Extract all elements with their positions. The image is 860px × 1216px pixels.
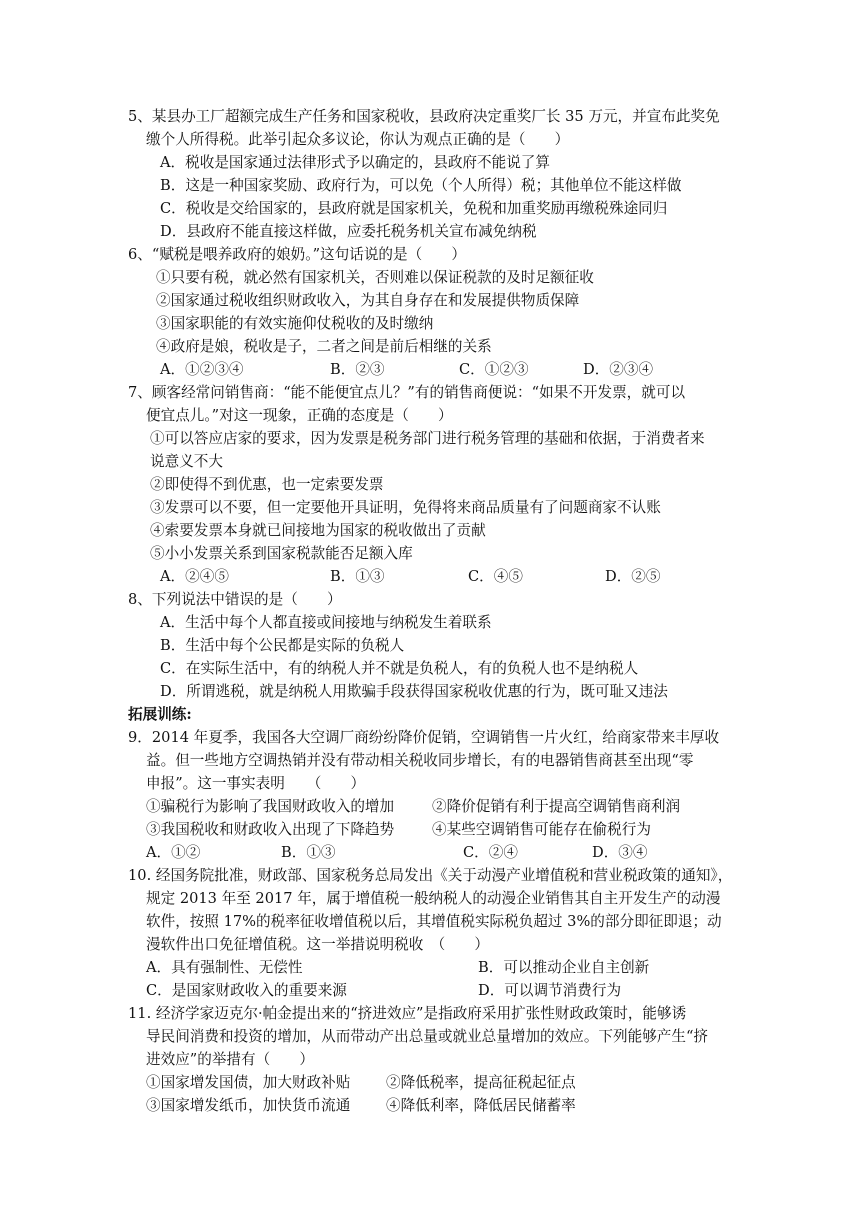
q11-statement-4: ④降低利率，降低居民储蓄率 xyxy=(386,1097,576,1114)
q6-stem: 6、“赋税是喂养政府的娘奶。”这句话说的是（ ） xyxy=(128,246,466,263)
q11-statement-1: ①国家增发国债，加大财政补贴 xyxy=(146,1074,351,1091)
q5-option-c: C．税收是交给国家的，县政府就是国家机关，免税和加重奖励再缴税殊途同归 xyxy=(160,200,668,217)
q7-option-d: D．②⑤ xyxy=(605,568,661,585)
q11-stem-line-1: 11. 经济学家迈克尔·帕金提出来的“挤进效应”是指政府采用扩张性财政政策时，能够诱 xyxy=(128,1005,687,1022)
q7-statement-1-line-2: 说意义不大 xyxy=(150,453,223,470)
q10-option-a: A．具有强制性、无偿性 xyxy=(146,959,303,976)
q7-stem-line-2: 便宜点儿。”对这一现象，正确的态度是（ ） xyxy=(146,407,453,424)
q9-stem-line-1: 9．2014 年夏季，我国各大空调厂商纷纷降价促销，空调销售一片火红，给商家带来丰厚收 xyxy=(128,729,720,746)
q5-option-b: B．这是一种国家奖励、政府行为，可以免（个人所得）税；其他单位不能这样做 xyxy=(160,177,682,194)
q7-stem-line-1: 7、顾客经常问销售商：“能不能便宜点儿？”有的销售商便说：“如果不开发票，就可以 xyxy=(128,384,686,401)
q11-stem-line-2: 导民间消费和投资的增加，从而带动产出总量或就业总量增加的效应。下列能够产生“挤 xyxy=(146,1028,709,1045)
section-heading: 拓展训练: xyxy=(128,706,192,723)
q8-option-b: B．生活中每个公民都是实际的负税人 xyxy=(160,637,405,654)
q10-stem-line-1: 10. 经国务院批准，财政部、国家税务总局发出《关于动漫产业增值税和营业税政策的通知》， xyxy=(128,867,733,884)
q7-statement-3: ③发票可以不要，但一定要他开具证明，免得将来商品质量有了问题商家不认账 xyxy=(150,499,661,516)
q6-statement-2: ②国家通过税收组织财政收入，为其自身存在和发展提供物质保障 xyxy=(156,292,580,309)
q10-stem-line-4: 漫软件出口免征增值税。这一举措说明税收 （ ） xyxy=(146,936,489,953)
q10-stem-line-2: 规定 2013 年至 2017 年，属于增值税一般纳税人的动漫企业销售其自主开发生产的动漫 xyxy=(146,890,721,907)
q8-stem: 8、下列说法中错误的是（ ） xyxy=(128,591,342,608)
q8-option-d: D．所谓逃税，就是纳税人用欺骗手段获得国家税收优惠的行为，既可耻又违法 xyxy=(160,683,668,700)
q5-option-a: A．税收是国家通过法律形式予以确定的，县政府不能说了算 xyxy=(160,154,550,171)
q9-statement-4: ④某些空调销售可能存在偷税行为 xyxy=(432,821,651,838)
q9-statement-3: ③我国税收和财政收入出现了下降趋势 xyxy=(146,821,395,838)
q7-option-b: B．①③ xyxy=(330,568,385,585)
q11-statement-2: ②降低税率，提高征税起征点 xyxy=(386,1074,576,1091)
q6-option-c: C．①②③ xyxy=(459,361,529,378)
q6-statement-4: ④政府是娘，税收是子，二者之间是前后相继的关系 xyxy=(156,338,492,355)
q10-stem-line-3: 软件，按照 17%的税率征收增值税以后，其增值税实际税负超过 3%的部分即征即退；动 xyxy=(146,913,722,930)
q6-statement-3: ③国家职能的有效实施仰仗税收的及时缴纳 xyxy=(156,315,434,332)
q7-statement-5: ⑤小小发票关系到国家税款能否足额入库 xyxy=(150,545,413,562)
q7-option-a: A．②④⑤ xyxy=(160,568,229,585)
q7-statement-4: ④索要发票本身就已间接地为国家的税收做出了贡献 xyxy=(150,522,486,539)
q5-stem-line-2: 缴个人所得税。此举引起众多议论，你认为观点正确的是（ ） xyxy=(146,131,570,148)
q10-option-d: D．可以调节消费行为 xyxy=(478,982,622,999)
q9-statement-1: ①骗税行为影响了我国财政收入的增加 xyxy=(146,798,395,815)
q8-option-a: A．生活中每个人都直接或间接地与纳税发生着联系 xyxy=(160,614,492,631)
q6-option-a: A．①②③④ xyxy=(160,361,244,378)
q5-stem-line-1: 5、某县办工厂超额完成生产任务和国家税收，县政府决定重奖厂长 35 万元，并宣布此奖免 xyxy=(128,108,720,125)
q8-option-c: C．在实际生活中，有的纳税人并不就是负税人，有的负税人也不是纳税人 xyxy=(160,660,639,677)
q11-stem-line-3: 进效应”的举措有（ ） xyxy=(146,1051,314,1068)
q10-option-c: C．是国家财政收入的重要来源 xyxy=(146,982,347,999)
q9-option-a: A．①② xyxy=(146,844,201,861)
q5-option-d: D．县政府不能直接这样做，应委托税务机关宣布减免纳税 xyxy=(160,223,537,240)
q6-option-d: D．②③④ xyxy=(583,361,654,378)
q9-statement-2: ②降价促销有利于提高空调销售商利润 xyxy=(432,798,681,815)
q6-statement-1: ①只要有税，就必然有国家机关，否则难以保证税款的及时足额征收 xyxy=(156,269,594,286)
q7-statement-2: ②即使得不到优惠，也一定索要发票 xyxy=(150,476,384,493)
q11-statement-3: ③国家增发纸币，加快货币流通 xyxy=(146,1097,351,1114)
q9-option-c: C．②④ xyxy=(463,844,518,861)
q6-option-b: B．②③ xyxy=(330,361,385,378)
q9-option-d: D．③④ xyxy=(592,844,648,861)
q10-option-b: B．可以推动企业自主创新 xyxy=(478,959,650,976)
q7-option-c: C．④⑤ xyxy=(468,568,523,585)
q9-option-b: B．①③ xyxy=(281,844,336,861)
q9-stem-line-2: 益。但一些地方空调热销并没有带动相关税收同步增长，有的电器销售商甚至出现“零 xyxy=(146,752,694,769)
q9-stem-line-3: 申报”。这一事实表明 （ ） xyxy=(146,775,366,792)
q7-statement-1-line-1: ①可以答应店家的要求，因为发票是税务部门进行税务管理的基础和依据，于消费者来 xyxy=(150,430,705,447)
